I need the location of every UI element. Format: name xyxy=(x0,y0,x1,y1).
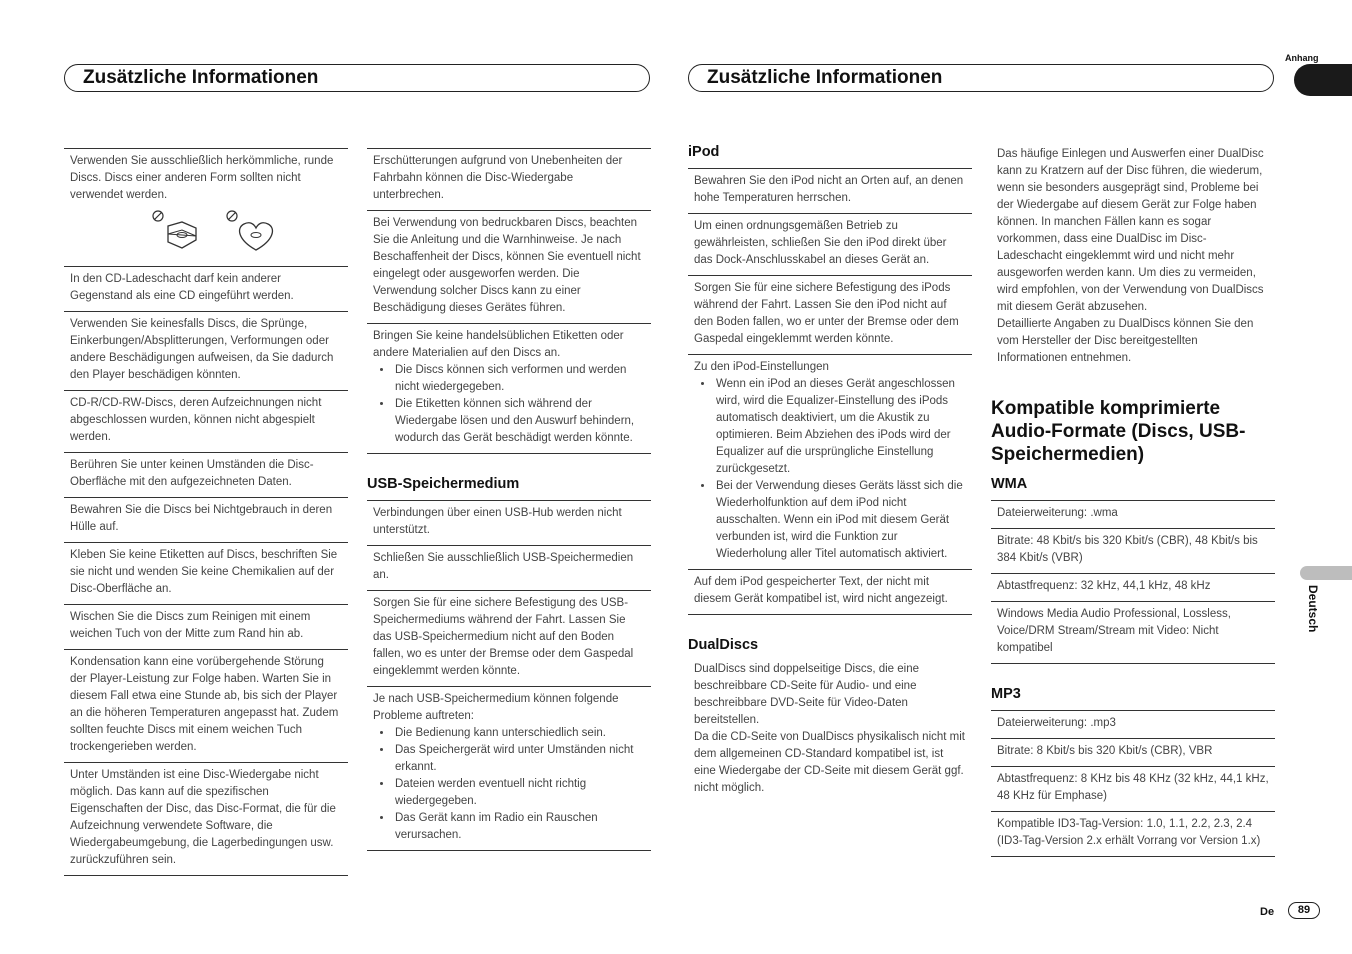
note-text: Bei Verwendung von bedruckbaren Discs, beachten Sie die Anleitung und die Warnhinweise. Je nach Beschaffenheit der Discs, können Sie eventuell nicht eingelegt oder ausgeworfen werden. Die Verwendung solcher Discs kann zu einer Beschädigung dieses Gerätes führen. xyxy=(373,217,641,314)
spec-cell xyxy=(991,529,1275,574)
spec-cell xyxy=(991,500,1275,529)
note-cell xyxy=(64,763,348,876)
note-text: Schließen Sie ausschließlich USB-Speichermedien an. xyxy=(373,552,634,581)
note-text: Verwenden Sie ausschließlich herkömmliche, runde Discs. Discs einer anderen Form sollten nicht verwendet werden. xyxy=(70,155,334,201)
note-cell xyxy=(367,211,651,324)
list-item: • Die Discs können sich verformen und werden nicht wiedergegeben. xyxy=(393,362,645,396)
note-text: Erschütterungen aufgrund von Unebenheiten der Fahrbahn können die Disc-Wiedergabe unterbrechen. xyxy=(373,155,623,201)
note-cell xyxy=(64,312,348,391)
spec-text: Dateierweiterung: .wma xyxy=(997,507,1118,519)
list-item: • Das Speichergerät wird unter Umständen nicht erkannt. xyxy=(393,742,645,776)
note-text: Unter Umständen ist eine Disc-Wiedergabe nicht möglich. Das kann auf die spezifischen Eigenschaften der Disc, das Disc-Format, die für die Aufzeichnung verwendete Software, die Wiedergabeumgebung, die Lagerbedingungen usw. zurückzuführen sein. xyxy=(70,769,336,866)
note-text: Kondensation kann eine vorübergehende Störung der Player-Leistung zur Folge haben. Warten Sie in diesem Fall etwa eine Stunde ab, bis sich der Player an die höheren Temperaturen angepasst hat. Zudem sollten feuchte Discs mit einem weichen Tuch trockengerieben werden. xyxy=(70,656,339,753)
note-text: Berühren Sie unter keinen Umständen die Disc-Oberfläche mit den aufgezeichneten Daten. xyxy=(70,459,314,488)
spec-cell xyxy=(991,767,1275,812)
bullet-list xyxy=(694,376,966,563)
note-text: Sorgen Sie für eine sichere Befestigung des USB-Speichermediums während der Fahrt. Lassen Sie das USB-Speichermedium nicht auf den Boden fallen, wo es unter der Bremse oder dem Gaspedal eingeklemmt werden könnte. xyxy=(373,597,634,677)
prohibited-octagon-disc-icon xyxy=(152,210,204,256)
note-cell xyxy=(64,148,348,267)
dualdiscs-continued xyxy=(991,146,1275,367)
left-section-title: Zusätzliche Informationen xyxy=(83,67,319,88)
column-3 xyxy=(688,122,972,797)
spec-cell xyxy=(991,574,1275,602)
note-cell xyxy=(688,570,972,615)
ipod-heading: iPod xyxy=(688,144,720,160)
section-tab-marker xyxy=(1294,64,1352,96)
note-cell xyxy=(64,605,348,650)
note-cell xyxy=(688,355,972,570)
note-cell xyxy=(688,276,972,355)
note-cell xyxy=(64,498,348,543)
paragraph: Da die CD-Seite von DualDiscs physikalisch nicht mit dem allgemeinen CD-Standard kompatibel ist, ist eine Wiedergabe der CD-Seite mit diesem Gerät ggf. nicht möglich. xyxy=(694,731,965,794)
list-item: • Das Gerät kann im Radio ein Rauschen verursachen. xyxy=(393,810,645,844)
spec-text: Dateierweiterung: .mp3 xyxy=(997,717,1116,729)
list-item: • Bei der Verwendung dieses Geräts lässt sich die Wiederholfunktion auf dem iPod nicht ausschalten. Wenn ein iPod mit diesem Gerät verbunden ist, wird die Funktion zur Wiederholung aller Titel automatisch aktiviert. xyxy=(714,478,966,563)
bullet-list xyxy=(373,362,645,447)
spec-cell xyxy=(991,812,1275,857)
note-text: Bewahren Sie die Discs bei Nichtgebrauch in deren Hülle auf. xyxy=(70,504,333,533)
note-text: Kleben Sie keine Etiketten auf Discs, beschriften Sie sie nicht und wenden Sie keine Chemikalien auf der Disc-Oberfläche an. xyxy=(70,549,338,595)
note-text: Verbindungen über einen USB-Hub werden nicht unterstützt. xyxy=(373,507,622,536)
note-cell xyxy=(367,500,651,546)
note-cell xyxy=(367,148,651,211)
list-item: • Die Etiketten können sich während der Wiedergabe lösen und den Auswurf behindern, wodurch das Gerät beschädigt werden könnte. xyxy=(393,396,645,447)
note-cell xyxy=(64,543,348,605)
column-2 xyxy=(367,148,651,851)
note-text: Zu den iPod-Einstellungen xyxy=(694,361,829,373)
list-item: • Wenn ein iPod an dieses Gerät angeschlossen wird, wird die Equalizer-Einstellung des iPods automatisch deaktiviert, um die Akustik zu optimieren. Beim Abziehen des iPods wird der Equalizer auf die ursprüngliche Einstellung zurückgesetzt. xyxy=(714,376,966,478)
spec-text: Bitrate: 8 Kbit/s bis 320 Kbit/s (CBR), VBR xyxy=(997,745,1213,757)
mp3-heading: MP3 xyxy=(991,686,1021,702)
spec-cell xyxy=(991,710,1275,739)
section-label: Anhang xyxy=(1285,53,1319,63)
note-text: Um einen ordnungsgemäßen Betrieb zu gewährleisten, schließen Sie den iPod direkt über das Dock-Anschlusskabel an dieses Gerät an. xyxy=(694,220,947,266)
list-item: • Die Bedienung kann unterschiedlich sein. xyxy=(393,725,645,742)
language-tab-marker xyxy=(1300,566,1352,580)
note-text: Bringen Sie keine handelsüblichen Etiketten oder andere Materialien auf den Discs an. xyxy=(373,330,624,359)
column-1 xyxy=(64,148,348,876)
note-cell xyxy=(367,591,651,687)
spec-text: Bitrate: 48 Kbit/s bis 320 Kbit/s (CBR), 48 Kbit/s bis 384 Kbit/s (VBR) xyxy=(997,535,1258,564)
note-cell xyxy=(367,687,651,851)
page-language-code: De xyxy=(1260,906,1275,918)
page-number: 89 xyxy=(1288,902,1320,919)
column-4 xyxy=(991,146,1275,857)
note-text: In den CD-Ladeschacht darf kein anderer Gegenstand als eine CD eingeführt werden. xyxy=(70,273,294,302)
note-cell xyxy=(367,324,651,454)
note-text: Auf dem iPod gespeicherter Text, der nicht mit diesem Gerät kompatibel ist, wird nicht angezeigt. xyxy=(694,576,948,605)
prohibited-heart-disc-icon xyxy=(226,210,278,256)
dualdiscs-heading: DualDiscs xyxy=(688,637,759,653)
spec-text: Windows Media Audio Professional, Lossless, Voice/DRM Stream/Stream mit Video: Nicht kompatibel xyxy=(997,608,1231,654)
wma-heading: WMA xyxy=(991,476,1028,492)
paragraph: DualDiscs sind doppelseitige Discs, die eine beschreibbare CD-Seite für Audio- und eine beschreibbare DVD-Seite für Video-Daten bereitstellen. xyxy=(694,663,920,726)
spec-text: Abtastfrequenz: 8 KHz bis 48 KHz (32 kHz, 44,1 kHz, 48 KHz für Emphase) xyxy=(997,773,1269,802)
spec-text: Kompatible ID3-Tag-Version: 1.0, 1.1, 2.2, 2.3, 2.4 (ID3-Tag-Version 2.x erhält Vorrang vor Version 1.x) xyxy=(997,818,1261,847)
note-text: Bewahren Sie den iPod nicht an Orten auf, an denen hohe Temperaturen herrschen. xyxy=(694,175,964,204)
usb-heading: USB-Speichermedium xyxy=(367,476,520,492)
note-cell xyxy=(64,267,348,312)
list-item: • Dateien werden eventuell nicht richtig wiedergegeben. xyxy=(393,776,645,810)
note-text: Je nach USB-Speichermedium können folgende Probleme auftreten: xyxy=(373,693,619,722)
note-cell xyxy=(367,546,651,591)
note-cell xyxy=(64,650,348,763)
spec-text: Abtastfrequenz: 32 kHz, 44,1 kHz, 48 kHz xyxy=(997,580,1211,592)
note-cell xyxy=(64,453,348,498)
note-text: CD-R/CD-RW-Discs, deren Aufzeichnungen nicht abgeschlossen wurden, können nicht abgespielt werden. xyxy=(70,397,322,443)
right-section-title: Zusätzliche Informationen xyxy=(707,67,943,88)
paragraph: Detaillierte Angaben zu DualDiscs können Sie den vom Hersteller der Disc bereitgestellten Informationen entnehmen. xyxy=(997,318,1254,364)
note-cell xyxy=(64,391,348,453)
left-section-header xyxy=(64,64,650,92)
note-cell xyxy=(688,214,972,276)
note-text: Wischen Sie die Discs zum Reinigen mit einem weichen Tuch von der Mitte zum Rand hin ab. xyxy=(70,611,311,640)
dualdiscs-text xyxy=(688,661,972,797)
note-text: Verwenden Sie keinesfalls Discs, die Sprünge, Einkerbungen/Absplitterungen, Verformungen oder andere Beschädigungen aufweisen, da Sie dadurch den Player beschädigen könnten. xyxy=(70,318,334,381)
note-text: Sorgen Sie für eine sichere Befestigung des iPods während der Fahrt. Lassen Sie den iPod nicht auf den Boden fallen, wo er unter der Bremse oder dem Gaspedal eingeklemmt werden könnte. xyxy=(694,282,959,345)
right-section-header xyxy=(688,64,1274,92)
language-tab-label: Deutsch xyxy=(1306,585,1320,633)
spec-cell xyxy=(991,602,1275,664)
spec-cell xyxy=(991,739,1275,767)
paragraph: Das häufige Einlegen und Auswerfen einer DualDisc kann zu Kratzern auf der Disc führen, die wiederum, wenn sie besonders ausgeprägt sind, Probleme bei der Wiedergabe auf diesem Gerät zur Folge haben können. In manchen Fällen kann es sogar vorkommen, dass eine DualDisc im Disc-Ladeschacht eingeklemmt wird und nicht mehr ausgeworfen werden kann. Um dies zu vermeiden, wird empfohlen, von der Verwendung von DualDiscs mit diesem Gerät abzusehen. xyxy=(997,148,1264,313)
formats-heading: Kompatible komprimierte Audio-Formate (Discs, USB-Speichermedien) xyxy=(991,398,1246,465)
note-cell xyxy=(688,168,972,214)
bullet-list xyxy=(373,725,645,844)
disc-shape-illustration xyxy=(70,204,342,260)
